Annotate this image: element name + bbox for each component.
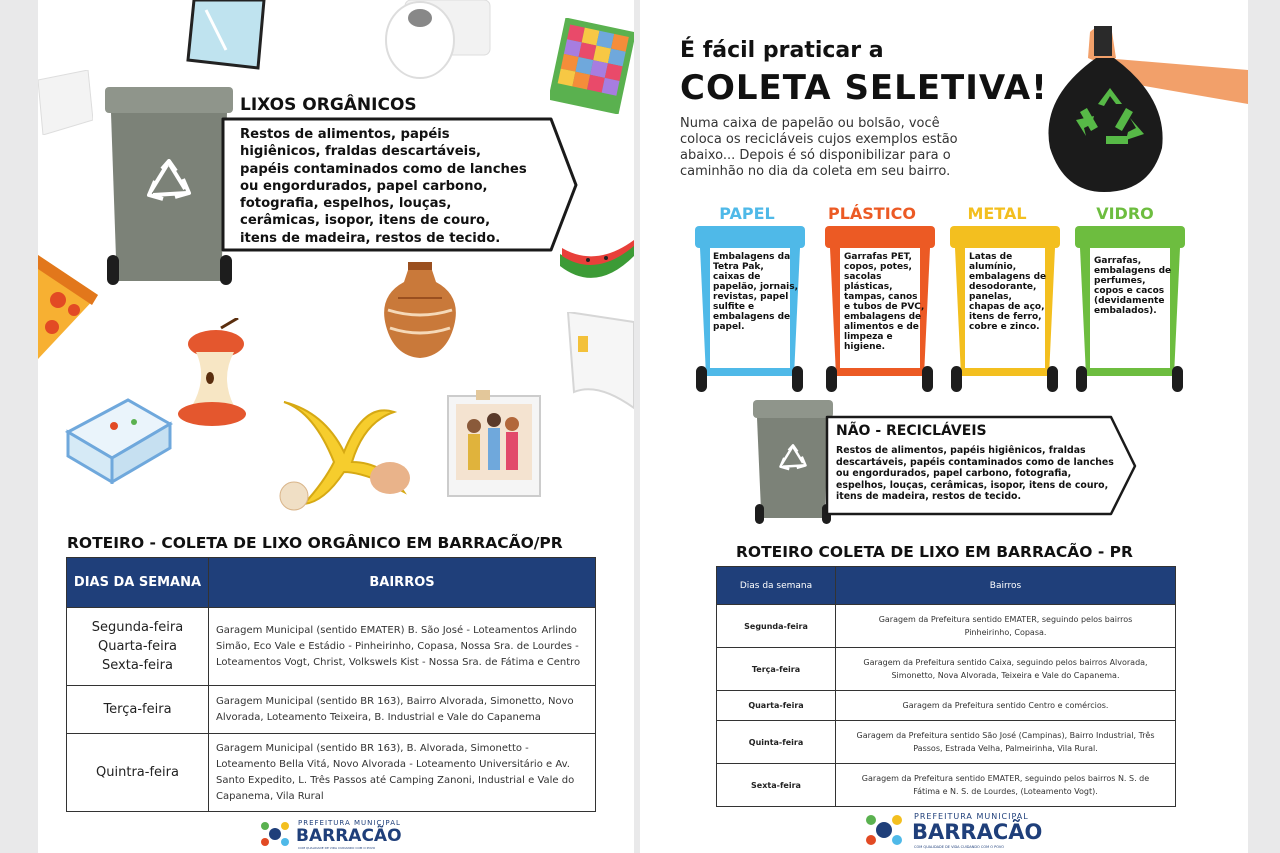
text-line: Embalagens da <box>713 252 791 262</box>
heading-small: É fácil praticar a <box>680 38 884 63</box>
pizza-slice-illustration <box>38 255 100 360</box>
wheel <box>826 366 837 392</box>
text-line: fotografia, espelhos, louças, <box>240 196 452 212</box>
wheel <box>107 255 119 285</box>
bin-label-papel: PAPEL <box>719 204 775 223</box>
day-cell: Quarta-feira <box>717 691 836 721</box>
wheel <box>755 504 764 524</box>
text-line: higiene. <box>844 342 886 352</box>
text-line: embalagens de <box>969 272 1047 282</box>
text-line: revistas, papel <box>713 292 789 302</box>
text-line: papelão, jornais, <box>713 282 799 292</box>
text-line: Latas de <box>969 252 1013 262</box>
text-line: caixas de <box>713 272 761 282</box>
recycle-bag-illustration <box>1040 18 1248 194</box>
banana-peel-illustration <box>264 392 412 512</box>
papel-bin-lid <box>695 226 805 248</box>
left-flyer-page <box>38 0 634 853</box>
family-photo-illustration <box>446 390 542 500</box>
text-line: abaixo... Depois é só disponibilizar para o <box>680 148 951 163</box>
bairros-cell: Garagem Municipal (sentido EMATER) B. São José - Loteamentos Arlindo Simão, Eco Vale e Estádio - Pinheirinho, Copasa, Nossa Sra. de Lourdes - Loteamentos Vogt, Christ, Volkswels Kist - Nossa Sra. de Fátima e Centro <box>209 608 596 686</box>
day-cell: Terça-feira <box>717 648 836 691</box>
text-line: Garagem da Prefeitura sentido Centro e comércios. <box>902 701 1109 710</box>
text-line: Garagem da Prefeitura sentido Caixa, seguindo pelos bairros Alvorada, <box>863 658 1148 667</box>
wheel <box>220 255 232 285</box>
text-line: Fátima e N. S. de Lourdes, (Loteamento Vogt). <box>913 787 1098 796</box>
intro-text <box>680 116 1002 180</box>
bairros-cell: Garagem Municipal (sentido BR 163), B. Alvorada, Simonetto - Loteamento Bella Vitá, Novo Alvorada - Loteamento Universitário e Av. Santo Expedito, L. Três Passos até Camping Zanoni, Industrial e Vale do Capanema, Vila Rural <box>209 734 596 812</box>
nonrecyclable-title: NÃO - RECICLÁVEIS <box>836 423 987 439</box>
logo-emblem-icon <box>862 810 906 850</box>
day-cell: Segunda-feira <box>717 605 836 648</box>
text-line: papéis contaminados como de lanches <box>240 161 527 177</box>
text-line: perfumes, <box>1094 276 1146 286</box>
day-cell: Sexta-feira <box>717 764 836 807</box>
text-line: ou engordurados, papel carbono, <box>240 178 488 194</box>
text-line: (devidamente <box>1094 296 1165 306</box>
days-cell <box>67 734 209 812</box>
text-line: plásticas, <box>844 282 893 292</box>
text-line: sacolas <box>844 272 882 282</box>
vidro-bin-lid <box>1075 226 1185 248</box>
text-line: copos, potes, <box>844 262 912 272</box>
organic-schedule-title: ROTEIRO - COLETA DE LIXO ORGÂNICO EM BARRACÃO/PR <box>67 534 563 552</box>
days-cell <box>67 608 209 686</box>
day-label: Quarta-feira <box>97 639 178 654</box>
wheel <box>696 366 707 392</box>
text-line: descartáveis, papéis contaminados como de lanches <box>836 456 1114 468</box>
text-line: embalagens de <box>1094 266 1172 276</box>
table-row <box>717 721 1176 764</box>
patchwork-fabric-illustration <box>550 18 634 114</box>
bairros-cell <box>836 691 1176 721</box>
prefeitura-logo <box>862 810 1042 852</box>
organic-bin-lid <box>105 87 233 113</box>
day-label: Quintra-feira <box>96 765 179 780</box>
text-line: Garagem da Prefeitura sentido EMATER, seguindo pelos bairros N. S. de <box>861 774 1150 783</box>
toilet-paper-illustration <box>380 0 495 80</box>
text-line: panelas, <box>969 292 1012 302</box>
text-line: Garrafas PET, <box>844 252 912 262</box>
table-row <box>717 648 1176 691</box>
wheel <box>922 366 933 392</box>
wheel <box>1076 366 1087 392</box>
text-line: Pinheirinho, Copasa. <box>964 628 1047 637</box>
organic-description <box>240 126 527 247</box>
table-row <box>67 734 596 812</box>
logo-subtitle: PREFEITURA MUNICIPAL <box>298 819 401 827</box>
logo-tagline: COM QUALIDADE DE VIDA CUIDANDO COM O POVO <box>298 846 376 850</box>
text-line: papel. <box>713 322 745 332</box>
text-line: copos e cacos <box>1094 286 1165 296</box>
column-header-bairros: BAIRROS <box>209 558 596 608</box>
text-line: chapas de aço, <box>969 302 1045 312</box>
text-line: Garagem da Prefeitura sentido São José (Campinas), Bairro Industrial, Três <box>856 731 1155 740</box>
text-line: Simonetto, Nova Alvorada, Teixeira e Vale do Capanema. <box>891 671 1120 680</box>
wheel <box>1172 366 1183 392</box>
text-line: desodorante, <box>969 282 1037 292</box>
text-line: Garagem da Prefeitura sentido EMATER, seguindo pelos bairros <box>878 615 1133 624</box>
recycle-icon <box>142 155 196 209</box>
text-line: cobre e zinco. <box>969 322 1040 332</box>
text-line: caminhão no dia da coleta em seu bairro. <box>680 164 951 179</box>
text-line: coloca os recicláveis cujos exemplos estão <box>680 132 958 147</box>
column-header-days: DIAS DA SEMANA <box>67 558 209 608</box>
general-schedule-title: ROTEIRO COLETA DE LIXO EM BARRACÃO - PR <box>736 543 1133 561</box>
text-line: ou engordurados, papel carbono, fotografia, <box>836 468 1072 480</box>
column-header-bairros: Bairros <box>836 567 1176 605</box>
text-line: Tetra Pak, <box>713 262 764 272</box>
watermelon-illustration <box>558 238 634 282</box>
day-label: Terça-feira <box>103 702 172 717</box>
bin-label-vidro: VIDRO <box>1096 204 1154 223</box>
right-flyer-page <box>640 0 1248 853</box>
clay-vase-illustration <box>378 262 462 360</box>
bairros-cell <box>836 764 1176 807</box>
vidro-bin-text <box>1094 256 1171 316</box>
bin-label-metal: METAL <box>967 204 1027 223</box>
table-row <box>67 608 596 686</box>
napkin-illustration <box>38 70 93 135</box>
column-header-days: Dias da semana <box>717 567 836 605</box>
text-line: Passos, Estrada Velha, Palmeirinha, Vila Rural. <box>913 744 1098 753</box>
bairros-cell <box>836 605 1176 648</box>
text-line: itens de ferro, <box>969 312 1042 322</box>
text-line: higiênicos, fraldas descartáveis, <box>240 144 482 160</box>
text-line: embalagens de <box>713 312 791 322</box>
text-line: cerâmicas, isopor, itens de couro, <box>240 213 491 229</box>
day-label: Segunda-feira <box>91 620 184 635</box>
text-line: embalados). <box>1094 306 1157 316</box>
logo-name: BARRACÃO <box>296 826 402 846</box>
diaper-illustration <box>558 312 634 412</box>
day-cell: Quinta-feira <box>717 721 836 764</box>
logo-tagline: COM QUALIDADE DE VIDA CUIDANDO COM O POVO <box>914 845 1004 849</box>
wheel <box>951 366 962 392</box>
plastico-bin-text <box>844 252 924 352</box>
bairros-cell <box>836 648 1176 691</box>
text-line: e tubos de PVC, <box>844 302 925 312</box>
wheel <box>1047 366 1058 392</box>
plastico-bin-lid <box>825 226 935 248</box>
table-header-row <box>717 567 1176 605</box>
text-line: tampas, canos <box>844 292 918 302</box>
prefeitura-logo <box>258 818 408 852</box>
nonrecyclable-bin-lid <box>753 400 833 418</box>
text-line: alimentos e de <box>844 322 919 332</box>
heading-big: COLETA SELETIVA! <box>680 68 1048 108</box>
organic-title: LIXOS ORGÂNICOS <box>240 95 417 115</box>
logo-name: BARRACÃO <box>912 820 1043 844</box>
text-line: itens de madeira, restos de tecido. <box>240 230 501 246</box>
apple-core-illustration <box>166 318 254 426</box>
day-label: Sexta-feira <box>102 658 173 673</box>
wheel <box>792 366 803 392</box>
text-line: alumínio, <box>969 262 1017 272</box>
mirror-illustration <box>186 0 266 70</box>
text-line: limpeza e <box>844 332 893 342</box>
general-schedule-table <box>716 566 1176 807</box>
table-row <box>717 605 1176 648</box>
text-line: Numa caixa de papelão ou bolsão, você <box>680 116 940 131</box>
recycle-icon <box>775 440 811 476</box>
bin-label-plastico: PLÁSTICO <box>827 204 917 223</box>
text-line: Restos de alimentos, papéis higiênicos, fraldas <box>836 445 1086 456</box>
text-line: Restos de alimentos, papéis <box>240 127 450 142</box>
bairros-cell <box>836 721 1176 764</box>
text-line: itens de madeira, restos de tecido. <box>836 491 1022 503</box>
table-row <box>717 764 1176 807</box>
text-line: embalagens de <box>844 312 922 322</box>
table-row <box>717 691 1176 721</box>
logo-subtitle: PREFEITURA MUNICIPAL <box>914 812 1029 821</box>
text-line: Garrafas, <box>1094 256 1142 266</box>
table-row <box>67 686 596 734</box>
metal-bin-lid <box>950 226 1060 248</box>
days-cell <box>67 686 209 734</box>
text-line: espelhos, louças, cerâmicas, isopor, itens de couro, <box>836 479 1109 491</box>
logo-emblem-icon <box>258 818 292 850</box>
bairros-cell: Garagem Municipal (sentido BR 163), Bairro Alvorada, Simonetto, Novo Alvorada, Loteamento Teixeira, B. Industrial e Vale do Capanema <box>209 686 596 734</box>
papel-bin-text <box>713 252 798 332</box>
food-container-illustration <box>62 398 174 484</box>
text-line: sulfite e <box>713 302 755 312</box>
table-header-row <box>67 558 596 608</box>
metal-bin-text <box>969 252 1046 332</box>
organic-schedule-table <box>66 557 596 812</box>
nonrecyclable-description <box>836 445 1114 503</box>
